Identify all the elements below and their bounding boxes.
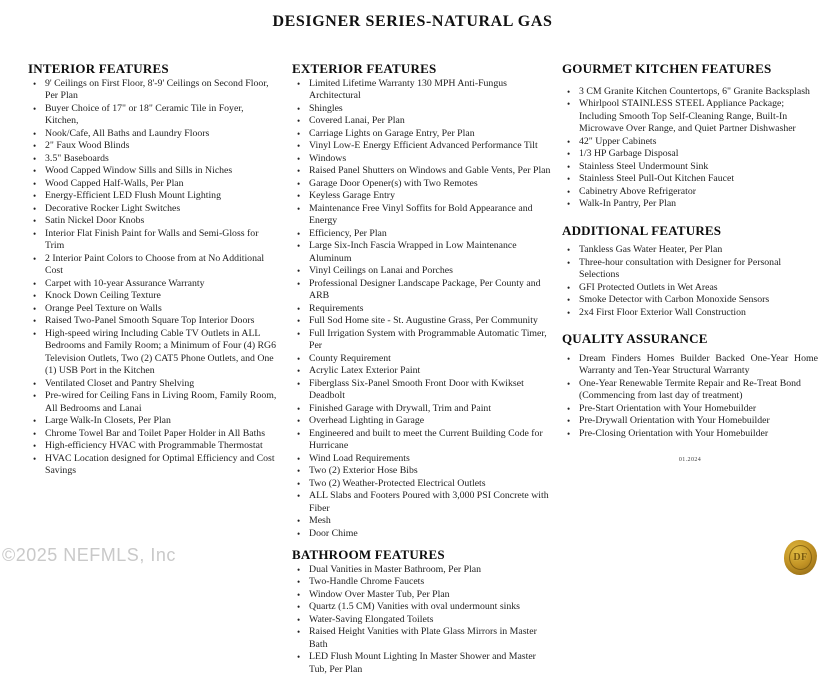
dream-finders-wax-seal-logo bbox=[784, 540, 817, 575]
feature-list-item: • Windows bbox=[292, 153, 554, 166]
additional-feature-list bbox=[562, 244, 818, 319]
feature-list-item: • 2" Faux Wood Blinds bbox=[28, 140, 278, 153]
column-interior bbox=[28, 63, 278, 478]
feature-list-item: • Buyer Choice of 17" or 18" Ceramic Tile in Foyer, Kitchen, bbox=[28, 103, 278, 128]
feature-list-item: • Satin Nickel Door Knobs bbox=[28, 215, 278, 228]
feature-list-item: • Mesh bbox=[292, 515, 554, 528]
mls-copyright-watermark: ©2025 NEFMLS, Inc bbox=[2, 545, 176, 566]
page-title: DESIGNER SERIES-NATURAL GAS bbox=[0, 13, 825, 31]
feature-list-item: • 42" Upper Cabinets bbox=[562, 136, 818, 149]
section-quality-assurance bbox=[562, 333, 818, 440]
feature-list-item: • Carpet with 10-year Assurance Warranty bbox=[28, 278, 278, 291]
additional-features-heading: ADDITIONAL FEATURES bbox=[562, 225, 818, 238]
feature-list-item: • Stainless Steel Pull-Out Kitchen Faucet bbox=[562, 173, 818, 186]
feature-list-item: • Maintenance Free Vinyl Soffits for Bold Appearance and Energy bbox=[292, 203, 554, 228]
feature-list-item: • Walk-In Pantry, Per Plan bbox=[562, 198, 818, 211]
feature-list-item: • Dual Vanities in Master Bathroom, Per Plan bbox=[292, 564, 554, 577]
section-additional-features bbox=[562, 225, 818, 320]
feature-list-item: • Two-Handle Chrome Faucets bbox=[292, 576, 554, 589]
feature-list-item: • 9' Ceilings on First Floor, 8'-9' Ceilings on Second Floor, Per Plan bbox=[28, 78, 278, 103]
feature-list-item: • Orange Peel Texture on Walls bbox=[28, 303, 278, 316]
feature-list-item: • Water-Saving Elongated Toilets bbox=[292, 614, 554, 627]
feature-list-item: • Two (2) Exterior Hose Bibs bbox=[292, 465, 554, 478]
quality-assurance-heading: QUALITY ASSURANCE bbox=[562, 333, 818, 346]
feature-list-item: • Raised Height Vanities with Plate Glass Mirrors in Master Bath bbox=[292, 626, 554, 651]
interior-feature-list bbox=[28, 78, 278, 478]
feature-list-item: • HVAC Location designed for Optimal Efficiency and Cost Savings bbox=[28, 453, 278, 478]
feature-list-item: • Requirements bbox=[292, 303, 554, 316]
feature-list-item: • Acrylic Latex Exterior Paint bbox=[292, 365, 554, 378]
exterior-features-heading: EXTERIOR FEATURES bbox=[292, 63, 554, 76]
feature-list-item: • Large Walk-In Closets, Per Plan bbox=[28, 415, 278, 428]
feature-list-item: • Stainless Steel Undermount Sink bbox=[562, 161, 818, 174]
feature-list-item: • Shingles bbox=[292, 103, 554, 116]
feature-list-item: • Limited Lifetime Warranty 130 MPH Anti-Fungus Architectural bbox=[292, 78, 554, 103]
feature-list-item: • Keyless Garage Entry bbox=[292, 190, 554, 203]
exterior-feature-list bbox=[292, 78, 554, 541]
section-gourmet-kitchen-features bbox=[562, 63, 818, 211]
feature-list-item: • LED Flush Mount Lighting In Master Shower and Master Tub, Per Plan bbox=[292, 651, 554, 676]
feature-list-item: • County Requirement bbox=[292, 353, 554, 366]
feature-list-item: • Raised Panel Shutters on Windows and Gable Vents, Per Plan bbox=[292, 165, 554, 178]
section-exterior-features bbox=[292, 63, 554, 540]
feature-list-item: • Full Sod Home site - St. Augustine Grass, Per Community bbox=[292, 315, 554, 328]
feature-list-item: • Wood Capped Half-Walls, Per Plan bbox=[28, 178, 278, 191]
feature-list-item: • Decorative Rocker Light Switches bbox=[28, 203, 278, 216]
feature-list-item: • 3.5" Baseboards bbox=[28, 153, 278, 166]
feature-list-item: • Pre-Closing Orientation with Your Homebuilder bbox=[562, 428, 818, 441]
gourmet-kitchen-heading: GOURMET KITCHEN FEATURES bbox=[562, 63, 818, 76]
feature-list-item: • Vinyl Ceilings on Lanai and Porches bbox=[292, 265, 554, 278]
feature-list-item: • Chrome Towel Bar and Toilet Paper Holder in All Baths bbox=[28, 428, 278, 441]
quality-feature-list bbox=[562, 353, 818, 441]
section-bathroom-features bbox=[292, 549, 554, 676]
feature-list-item: • Covered Lanai, Per Plan bbox=[292, 115, 554, 128]
feature-list-item: • Wind Load Requirements bbox=[292, 453, 554, 466]
feature-list-item: • 3 CM Granite Kitchen Countertops, 6" Granite Backsplash bbox=[562, 86, 818, 99]
feature-list-item: • Dream Finders Homes Builder Backed One-Year Home Warranty and Ten-Year Structural Warranty bbox=[562, 353, 818, 378]
feature-list-item: • Full Irrigation System with Programmable Automatic Timer, Per bbox=[292, 328, 554, 353]
feature-list-item: • ALL Slabs and Footers Poured with 3,000 PSI Concrete with Fiber bbox=[292, 490, 554, 515]
seal-initials: DF bbox=[784, 540, 817, 575]
feature-list-item: • Three-hour consultation with Designer for Personal Selections bbox=[562, 257, 818, 282]
feature-list-item: • Door Chime bbox=[292, 528, 554, 541]
kitchen-feature-list bbox=[562, 86, 818, 211]
feature-list-item: • Whirlpool STAINLESS STEEL Appliance Package; Including Smooth Top Self-Cleaning Range, Built-In Microwave Over Range, and Quiet Partner Dishwasher bbox=[562, 98, 818, 136]
feature-list-item: • Pre-Start Orientation with Your Homebuilder bbox=[562, 403, 818, 416]
feature-list-item: • High-speed wiring Including Cable TV Outlets in ALL Bedrooms and Family Room; a Minimum of Four (4) RG6 Television Outlets, Two (2) CAT5 Phone Outlets, and One (1) USB Port in the Kitchen bbox=[28, 328, 278, 378]
feature-list-item: • Vinyl Low-E Energy Efficient Advanced Performance Tilt bbox=[292, 140, 554, 153]
feature-list-item: • Large Six-Inch Fascia Wrapped in Low Maintenance Aluminum bbox=[292, 240, 554, 265]
feature-list-item: • Cabinetry Above Refrigerator bbox=[562, 186, 818, 199]
feature-list-item: • Pre-wired for Ceiling Fans in Living Room, Family Room, All Bedrooms and Lanai bbox=[28, 390, 278, 415]
interior-features-heading: INTERIOR FEATURES bbox=[28, 63, 278, 76]
feature-list-item: • Quartz (1.5 CM) Vanities with oval undermount sinks bbox=[292, 601, 554, 614]
feature-list-item: • Nook/Cafe, All Baths and Laundry Floors bbox=[28, 128, 278, 141]
feature-list-item: • One-Year Renewable Termite Repair and Re-Treat Bond (Commencing from last day of treatment) bbox=[562, 378, 818, 403]
feature-list-item: • Carriage Lights on Garage Entry, Per Plan bbox=[292, 128, 554, 141]
bathroom-feature-list bbox=[292, 564, 554, 676]
feature-list-item: • High-efficiency HVAC with Programmable Thermostat bbox=[28, 440, 278, 453]
feature-list-item: • Pre-Drywall Orientation with Your Homebuilder bbox=[562, 415, 818, 428]
feature-list-item: • 2x4 First Floor Exterior Wall Construction bbox=[562, 307, 818, 320]
feature-list-item: • Interior Flat Finish Paint for Walls and Semi-Gloss for Trim bbox=[28, 228, 278, 253]
feature-list-item: • 2 Interior Paint Colors to Choose from at No Additional Cost bbox=[28, 253, 278, 278]
feature-list-item: • Wood Capped Window Sills and Sills in Niches bbox=[28, 165, 278, 178]
bathroom-features-heading: BATHROOM FEATURES bbox=[292, 549, 554, 562]
section-interior-features bbox=[28, 63, 278, 478]
feature-list-item: • Raised Two-Panel Smooth Square Top Interior Doors bbox=[28, 315, 278, 328]
feature-list-item: • Ventilated Closet and Pantry Shelving bbox=[28, 378, 278, 391]
column-kitchen-additional-quality bbox=[562, 63, 818, 467]
feature-list-item: • Engineered and built to meet the Current Building Code for Hurricane bbox=[292, 428, 554, 453]
feature-list-item: • Professional Designer Landscape Package, Per County and ARB bbox=[292, 278, 554, 303]
feature-list-item: • Overhead Lighting in Garage bbox=[292, 415, 554, 428]
feature-list-item: • Fiberglass Six-Panel Smooth Front Door with Kwikset Deadbolt bbox=[292, 378, 554, 403]
feature-list-item: • Tankless Gas Water Heater, Per Plan bbox=[562, 244, 818, 257]
feature-list-item: • Efficiency, Per Plan bbox=[292, 228, 554, 241]
feature-list-item: • GFI Protected Outlets in Wet Areas bbox=[562, 282, 818, 295]
feature-list-item: • Knock Down Ceiling Texture bbox=[28, 290, 278, 303]
feature-list-item: • Smoke Detector with Carbon Monoxide Sensors bbox=[562, 294, 818, 307]
feature-list-item: • Energy-Efficient LED Flush Mount Lighting bbox=[28, 190, 278, 203]
feature-list-item: • Garage Door Opener(s) with Two Remotes bbox=[292, 178, 554, 191]
feature-list-item: • Window Over Master Tub, Per Plan bbox=[292, 589, 554, 602]
column-exterior-bathroom bbox=[292, 63, 554, 676]
feature-list-item: • 1/3 HP Garbage Disposal bbox=[562, 148, 818, 161]
feature-list-item: • Two (2) Weather-Protected Electrical Outlets bbox=[292, 478, 554, 491]
feature-list-item: • Finished Garage with Drywall, Trim and Paint bbox=[292, 403, 554, 416]
revision-date: 01.2024 bbox=[562, 454, 818, 467]
